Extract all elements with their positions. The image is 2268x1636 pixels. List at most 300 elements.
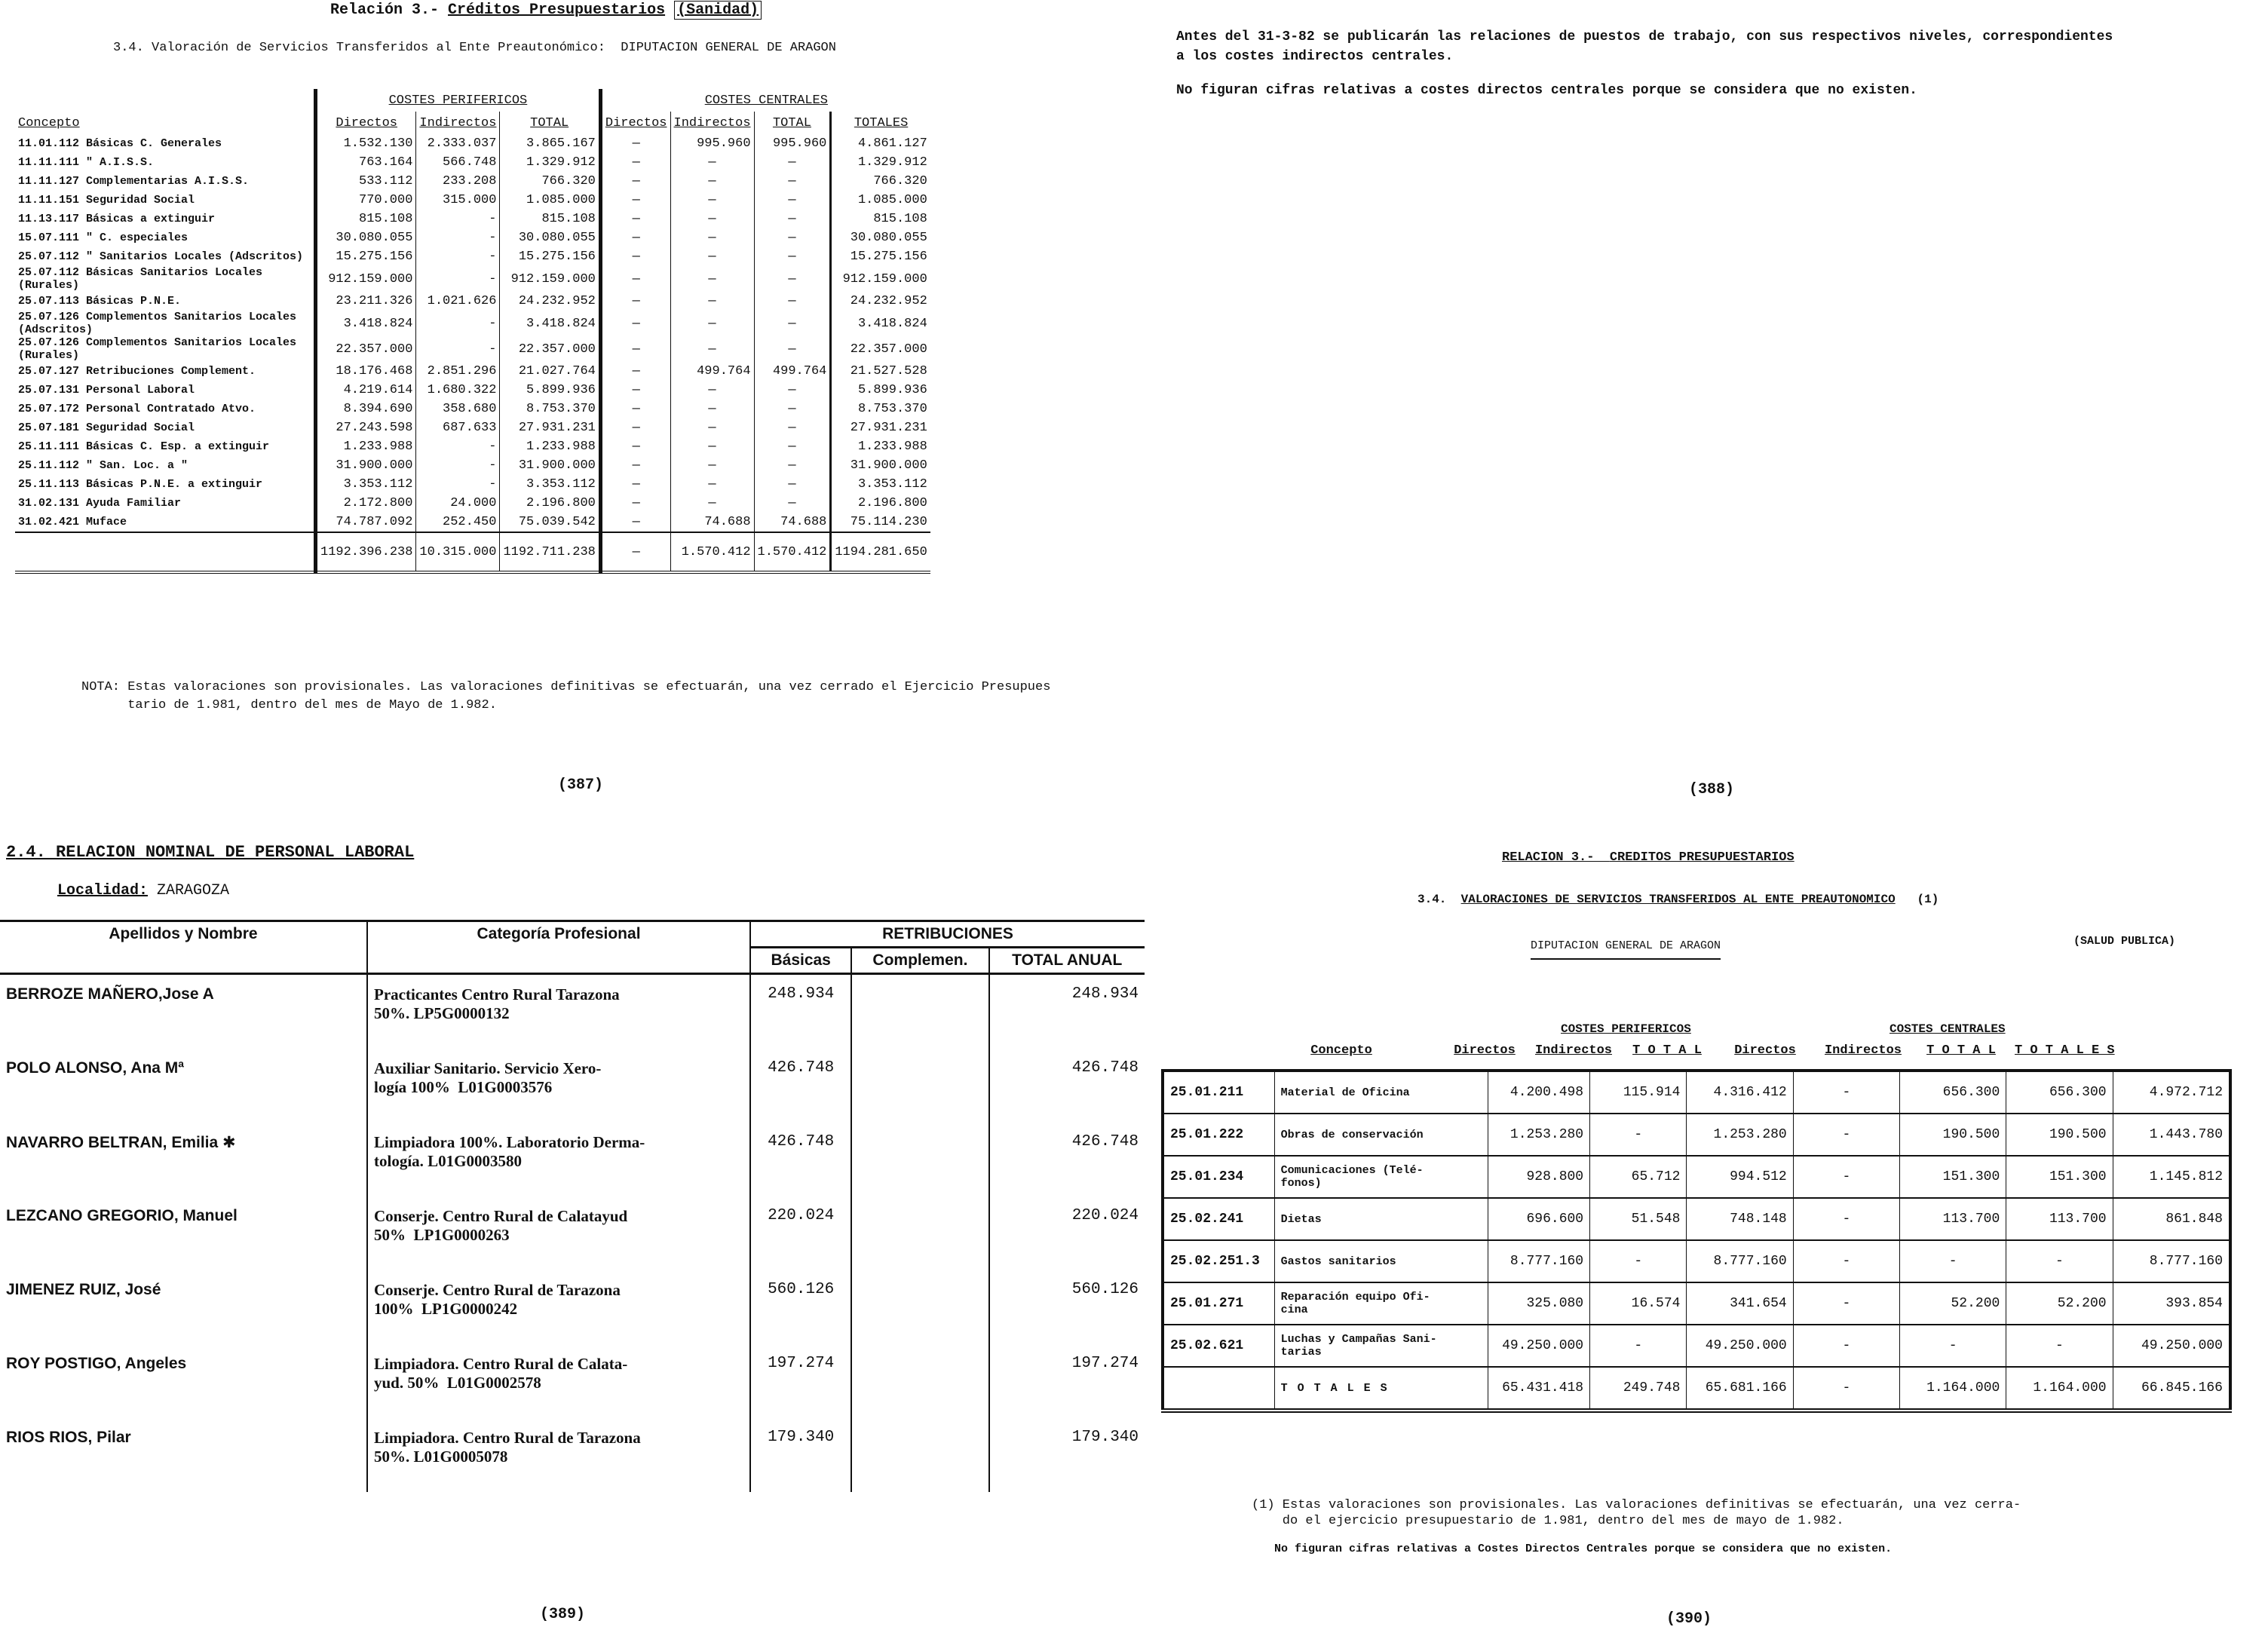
cell: - [416,247,500,266]
cell: 2.172.800 [316,494,416,513]
cell: 52.200 [2006,1282,2113,1325]
total-cell: 1192.711.238 [500,532,600,572]
page-388 [1176,0,2262,814]
cell: 4.316.412 [1687,1071,1793,1114]
table-row [15,210,930,228]
cell: — [670,247,754,266]
cell: 8.777.160 [2113,1240,2230,1282]
complemen-cell [851,1418,988,1492]
cell: 566.748 [416,153,500,172]
name-cell: RIOS RIOS, Pilar [0,1418,367,1492]
cell: — [600,134,670,153]
cell: - [1793,1156,1899,1198]
page-title: 2.4. RELACION NOMINAL DE PERSONAL LABORAL [6,843,415,862]
cell: 1.021.626 [416,292,500,311]
locality [57,882,229,899]
cell: — [600,362,670,381]
cell: 1.233.988 [500,437,600,456]
subtitle-ref: (1) [1917,893,1939,906]
totals-row [15,532,930,572]
page-390 [1161,829,2262,1636]
page-number: (390) [1666,1610,1712,1628]
cell: - [1793,1071,1899,1114]
cell: — [600,311,670,336]
total-cell: 1194.281.650 [831,532,930,572]
cell: 23.211.326 [316,292,416,311]
basicas-cell: 220.024 [750,1196,851,1270]
cell: 4.200.498 [1488,1071,1590,1114]
group-periph-label: COSTES PERIFERICOS [388,93,528,108]
cell: — [670,456,754,475]
cell: — [670,494,754,513]
title-main: CREDITOS PRESUPUESTARIOS [1609,850,1794,865]
group-spacer [15,89,316,112]
cell: 30.080.055 [500,228,600,247]
concept-cell: 25.07.126 Complementos Sanitarios Locales (Rurales) [18,336,297,362]
totals-row [1163,1367,2230,1411]
cell: — [670,336,754,362]
cell: 31.900.000 [500,456,600,475]
col-header: Concepto [18,115,80,130]
cell: 65.681.166 [1687,1367,1793,1411]
table-row [15,191,930,210]
cell: 115.914 [1590,1071,1687,1114]
cell: 748.148 [1687,1198,1793,1240]
cell: — [754,400,831,418]
cell: 51.548 [1590,1198,1687,1240]
cell: 21.027.764 [500,362,600,381]
category-cell: Practicantes Centro Rural Tarazona 50%. LP5G0000132 [367,974,750,1049]
cell: - [1590,1325,1687,1367]
cell: — [670,172,754,191]
cell: - [416,228,500,247]
cell: 74.787.092 [316,513,416,532]
credits-table [15,89,930,574]
cell: - [416,336,500,362]
col-header: Indirectos [1824,1043,1902,1058]
table-row [15,400,930,418]
cell: 24.232.952 [500,292,600,311]
cell: 31.900.000 [316,456,416,475]
cell: 24.232.952 [831,292,930,311]
cell: 5.899.936 [500,381,600,400]
cell: — [754,247,831,266]
total-cell: 179.340 [1071,1429,1139,1446]
cell: 393.854 [2113,1282,2230,1325]
cell: — [754,191,831,210]
cell: 49.250.000 [2113,1325,2230,1367]
cell: - [1793,1325,1899,1367]
code-cell: 25.02.251.3 [1163,1240,1274,1282]
cell: — [600,494,670,513]
page-389 [0,829,1146,1636]
cell: — [670,437,754,456]
cell: — [754,172,831,191]
cell: — [754,456,831,475]
concept-cell: 11.11.111 " A.I.S.S. [18,156,155,169]
column-headers [15,112,930,134]
cell: — [670,311,754,336]
header-retribuciones-label: RETRIBUCIONES [882,925,1013,942]
cell: 1.532.130 [316,134,416,153]
cell: 190.500 [1900,1114,2006,1156]
cell: 8.753.370 [831,400,930,418]
code-cell: 25.01.271 [1163,1282,1274,1325]
cell: — [670,381,754,400]
cell: 994.512 [1687,1156,1793,1198]
col-header: Concepto [1310,1043,1372,1058]
cell: 22.357.000 [316,336,416,362]
cell: - [2006,1325,2113,1367]
cell: — [670,400,754,418]
col-header: Directos [1454,1043,1516,1058]
cell: - [1793,1240,1899,1282]
cell: — [670,418,754,437]
cell: 3.418.824 [831,311,930,336]
subtitle: 3.4. Valoración de Servicios Transferidos al Ente Preautonómico: DIPUTACION GENERAL DE ARAGON [113,41,836,55]
cell: 1.329.912 [831,153,930,172]
concept-cell: T O T A L E S [1274,1367,1488,1411]
table-row [1163,1156,2230,1198]
cell: — [600,513,670,532]
cell: — [754,153,831,172]
complemen-cell [851,1196,988,1270]
cell: — [600,437,670,456]
locality-value: ZARAGOZA [157,882,230,899]
cell: 113.700 [2006,1198,2113,1240]
paragraph-2: No figuran cifras relativas a costes directos centrales porque se considera que no existen. [1176,83,1917,98]
cell: 22.357.000 [500,336,600,362]
cell: 687.633 [416,418,500,437]
cell: 74.688 [670,513,754,532]
cell: 49.250.000 [1687,1325,1793,1367]
table-row [15,513,930,532]
cell: 30.080.055 [316,228,416,247]
table-row [1163,1240,2230,1282]
col-header: T O T A L [1632,1043,1702,1058]
table-row [15,311,930,336]
cell: 27.931.231 [500,418,600,437]
cell: 30.080.055 [831,228,930,247]
total-cell: 10.315.000 [416,532,500,572]
concept-cell: 11.11.151 Seguridad Social [18,194,195,207]
complemen-cell [851,1270,988,1344]
cell: 24.000 [416,494,500,513]
basicas-cell: 560.126 [750,1270,851,1344]
table-row [0,1344,1145,1418]
cell: — [754,266,831,292]
col-header: TOTAL [500,112,600,134]
total-cell: 220.024 [1071,1207,1139,1224]
cell: 190.500 [2006,1114,2113,1156]
cell: 249.748 [1590,1367,1687,1411]
cell: — [600,475,670,494]
cell: — [600,292,670,311]
cell: - [416,266,500,292]
code-cell: 25.02.241 [1163,1198,1274,1240]
basicas-cell: 197.274 [750,1344,851,1418]
col-header: TOTALES [831,112,930,134]
cell: 499.764 [754,362,831,381]
group-central-label: COSTES CENTRALES [1889,1022,2006,1036]
col-header: T O T A L [1926,1043,1996,1058]
basicas-cell: 179.340 [750,1418,851,1492]
cell: 49.250.000 [1488,1325,1590,1367]
cell: — [670,266,754,292]
cell: — [670,292,754,311]
concept-cell: 31.02.421 Muface [18,516,127,528]
cell: 2.196.800 [500,494,600,513]
cell: 75.114.230 [831,513,930,532]
category-cell: Conserje. Centro Rural de Tarazona 100% LP1G0000242 [367,1270,750,1344]
concept-cell: 25.07.127 Retribuciones Complement. [18,365,256,378]
total-cell: 197.274 [1071,1355,1139,1372]
cell: 1.164.000 [2006,1367,2113,1411]
staff-table [0,920,1145,1492]
concept-cell: Comunicaciones (Telé- fonos) [1274,1156,1488,1198]
concept-cell: 25.07.131 Personal Laboral [18,384,195,397]
header-basicas-label: Básicas [771,951,831,969]
header-total-label: TOTAL ANUAL [1012,951,1123,969]
cell: 912.159.000 [831,266,930,292]
concept-cell: 11.01.112 Básicas C. Generales [18,137,222,150]
cell: 22.357.000 [831,336,930,362]
group-central-label: COSTES CENTRALES [704,93,828,108]
cell: — [670,191,754,210]
cell: - [1900,1240,2006,1282]
title-main: Créditos Presupuestarios [448,2,666,19]
code-cell: 25.02.621 [1163,1325,1274,1367]
basicas-cell: 248.934 [750,974,851,1049]
paragraph-1: Antes del 31-3-82 se publicarán las relaciones de puestos de trabajo, con sus respectivos niveles, correspondientes a los costes indirectos centrales. [1176,29,2113,64]
table-row [0,1270,1145,1344]
total-cell: 1.570.412 [754,532,831,572]
col-header: Indirectos [1534,1043,1613,1058]
header-complemen-label: Complemen. [872,951,968,969]
cell: 8.777.160 [1687,1240,1793,1282]
cell: - [1793,1282,1899,1325]
cell: — [754,311,831,336]
cell: 1.329.912 [500,153,600,172]
category-cell: Auxiliar Sanitario. Servicio Xero- logía 100% L01G0003576 [367,1049,750,1123]
concept-cell: 25.07.112 " Sanitarios Locales (Adscritos) [18,250,304,263]
concept-cell: 25.11.111 Básicas C. Esp. a extinguir [18,440,270,453]
cell: 8.394.690 [316,400,416,418]
total-cell [15,532,316,572]
cell: 233.208 [416,172,500,191]
cell: 74.688 [754,513,831,532]
group-periph-header [316,89,601,112]
concept-cell: 25.07.181 Seguridad Social [18,421,195,434]
cell: — [670,228,754,247]
total-cell: 1192.396.238 [316,532,416,572]
cell: 1.085.000 [831,191,930,210]
cell: — [754,292,831,311]
table-row [15,228,930,247]
concept-cell: 25.07.172 Personal Contratado Atvo. [18,403,256,415]
cell: - [2006,1240,2113,1282]
entity: DIPUTACION GENERAL DE ARAGON [1531,939,1721,960]
concept-cell: Dietas [1274,1198,1488,1240]
cell: 1.145.812 [2113,1156,2230,1198]
cell: 533.112 [316,172,416,191]
subtitle [1418,893,1939,906]
table-row [15,362,930,381]
cell: - [416,475,500,494]
table-row [15,418,930,437]
name-cell: NAVARRO BELTRAN, Emilia ✱ [0,1123,367,1196]
cell: 1.164.000 [1900,1367,2006,1411]
note-2: No figuran cifras relativas a Costes Directos Centrales porque se considera que no existen. [1274,1543,1893,1555]
cell: 4.972.712 [2113,1071,2230,1114]
name-cell: BERROZE MAÑERO,Jose A [0,974,367,1049]
cell: 8.753.370 [500,400,600,418]
cell: — [754,336,831,362]
cell: — [670,153,754,172]
cell: 27.931.231 [831,418,930,437]
cell: 770.000 [316,191,416,210]
cell: - [416,456,500,475]
concept-cell: Material de Oficina [1274,1071,1488,1114]
cell: - [416,437,500,456]
cell: 1.233.988 [316,437,416,456]
table-row [0,1049,1145,1123]
group-periph-label: COSTES PERIFERICOS [1561,1022,1691,1036]
page-title [330,2,762,19]
complemen-cell [851,1344,988,1418]
basicas-cell: 426.748 [750,1123,851,1196]
concept-cell: 25.07.126 Complementos Sanitarios Locales (Adscritos) [18,311,297,336]
total-cell: 1.570.412 [670,532,754,572]
table-row [15,336,930,362]
cell: 815.108 [500,210,600,228]
cell: — [600,336,670,362]
cell: 151.300 [2006,1156,2113,1198]
table-row [1163,1282,2230,1325]
cell: 763.164 [316,153,416,172]
cell: 151.300 [1900,1156,2006,1198]
table-row [15,494,930,513]
cell: 4.219.614 [316,381,416,400]
cell: 65.431.418 [1488,1367,1590,1411]
table-row [15,475,930,494]
cell: 3.353.112 [500,475,600,494]
cell: — [600,266,670,292]
cell: 1.085.000 [500,191,600,210]
cell: 656.300 [2006,1071,2113,1114]
cell: 995.960 [670,134,754,153]
cell: 3.865.167 [500,134,600,153]
cell: 113.700 [1900,1198,2006,1240]
header-name [0,921,367,974]
title-prefix: Relación 3.- [330,2,449,19]
table-row [1163,1114,2230,1156]
table-row [15,381,930,400]
cell: 3.353.112 [831,475,930,494]
cell: 2.851.296 [416,362,500,381]
header-complemen [851,948,988,974]
table-row [0,974,1145,1049]
cell: 766.320 [500,172,600,191]
table-row [0,1123,1145,1196]
cell: 912.159.000 [500,266,600,292]
cell: 65.712 [1590,1156,1687,1198]
cell: — [754,494,831,513]
cell: 15.275.156 [831,247,930,266]
header-retribuciones [750,921,1145,948]
name-cell: ROY POSTIGO, Angeles [0,1344,367,1418]
cell: 912.159.000 [316,266,416,292]
table-row [1163,1325,2230,1367]
cell: 3.353.112 [316,475,416,494]
cell: — [670,210,754,228]
table-row [15,153,930,172]
cell: - [1793,1367,1899,1411]
cell: 15.275.156 [316,247,416,266]
cell: 15.275.156 [500,247,600,266]
page-number: (389) [540,1606,586,1623]
col-header: Indirectos [416,112,500,134]
cell: — [600,191,670,210]
cell: - [1793,1114,1899,1156]
col-header: Directos [316,112,416,134]
complemen-cell [851,1123,988,1196]
page-number: (388) [1689,781,1735,798]
cell: — [600,418,670,437]
concept-cell: 11.13.117 Básicas a extinguir [18,213,216,225]
category-cell: Limpiadora. Centro Rural de Tarazona 50%. L01G0005078 [367,1418,750,1492]
cell: 3.418.824 [316,311,416,336]
total-cell: 426.748 [1071,1059,1139,1077]
header-total [989,948,1145,974]
cell: 16.574 [1590,1282,1687,1325]
page-number: (387) [558,777,604,794]
cell: 1.253.280 [1488,1114,1590,1156]
table-row [15,172,930,191]
cell: 341.654 [1687,1282,1793,1325]
column-headers [1161,1043,2232,1066]
table-row [15,292,930,311]
concept-cell: Reparación equipo Ofi- cina [1274,1282,1488,1325]
subtitle-number: 3.4. [1418,893,1447,906]
name-cell: LEZCANO GREGORIO, Manuel [0,1196,367,1270]
header-basicas [750,948,851,974]
cell: — [600,210,670,228]
cell: 252.450 [416,513,500,532]
table-row [15,266,930,292]
concept-cell: 25.11.113 Básicas P.N.E. a extinguir [18,478,263,491]
concept-cell: Obras de conservación [1274,1114,1488,1156]
basicas-cell: 426.748 [750,1049,851,1123]
cell: 75.039.542 [500,513,600,532]
cell: — [600,400,670,418]
table-row [1163,1071,2230,1114]
complemen-cell [851,1049,988,1123]
col-header: Directos [600,112,670,134]
complemen-cell [851,974,988,1049]
concept-cell: 31.02.131 Ayuda Familiar [18,497,182,510]
cell: 815.108 [831,210,930,228]
cell: 5.899.936 [831,381,930,400]
cell: — [754,210,831,228]
cell: 3.418.824 [500,311,600,336]
cell: 1.443.780 [2113,1114,2230,1156]
cell: - [1900,1325,2006,1367]
cell: - [416,210,500,228]
name-cell: POLO ALONSO, Ana Mª [0,1049,367,1123]
concept-cell: 25.07.113 Básicas P.N.E. [18,295,182,308]
cell: 21.527.528 [831,362,930,381]
